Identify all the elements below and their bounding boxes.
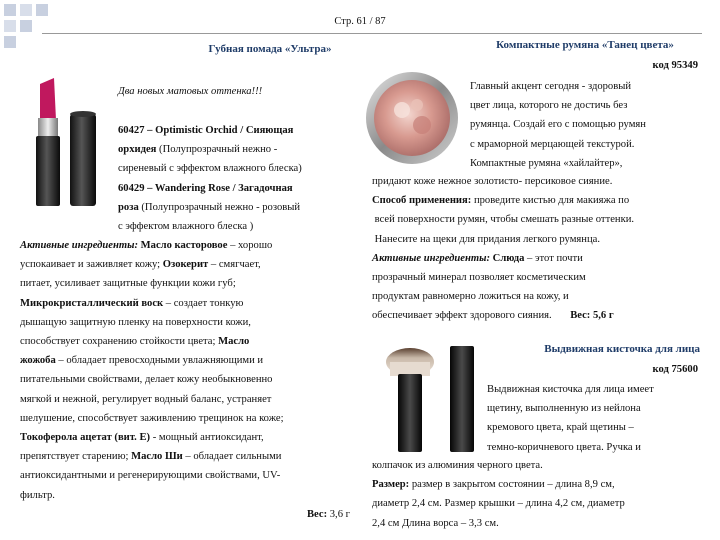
lipstick-image — [26, 70, 108, 210]
lipstick-subtitle: Два новых матовых оттенка!!! — [118, 86, 263, 97]
shade2-desc2: с эффектом влажного блеска ) — [118, 221, 254, 233]
blush-compact-image — [362, 70, 462, 166]
shade2-name: роза — [118, 201, 139, 213]
brush-line3: кремового цвета, край щетины – — [487, 422, 634, 434]
blush-ing3: продуктам равномерно ложиться на кожу, и — [372, 291, 569, 303]
ingredient-castor-desc: – хорошо — [227, 240, 273, 251]
ingredient-wax: Микрокристаллический воск — [20, 297, 164, 309]
blush-title: Компактные румяна «Танец цвета» — [496, 39, 674, 51]
blush-use3: Нанесите на щеки для придания легкого румянца. — [374, 233, 600, 245]
ingredient-wax-desc: – создает тонкую — [163, 297, 244, 309]
ingredient-jojoba: Масло — [218, 336, 250, 348]
page-number: Стр. 61 / 87 — [334, 16, 386, 27]
ingredient-vitamin-e-desc2: препятствует старению; — [20, 451, 132, 463]
ingredient-jojoba-desc4: шелушение, способствует заживлению трещинок на коже; — [20, 412, 284, 424]
blush-use-label: Способ применения: — [372, 195, 472, 207]
brush-size3: 2,4 см Длина ворса – 3,3 см. — [372, 517, 499, 529]
blush-weight-value: 5,6 г — [590, 310, 614, 322]
shade1-desc2: сиреневый с эффектом влажного блеска) — [118, 163, 302, 175]
brush-code: код 75600 — [652, 364, 698, 375]
blush-ing4: обеспечивает эффект здорового сияния. — [372, 310, 552, 322]
brush-line2: щетину, выполненную из нейлона — [487, 403, 641, 415]
brush-line1: Выдвижная кисточка для лица имеет — [487, 384, 654, 395]
ingredient-ozokerite-desc2: питает, усиливает защитные функции кожи губ; — [20, 278, 236, 290]
shade1-desc: (Полупрозрачный нежно - — [156, 144, 278, 156]
blush-ing2: прозрачный минерал позволяет косметическим — [372, 272, 586, 284]
corner-decoration — [0, 0, 56, 56]
brush-line4: темно-коричневого цвета. Ручка и — [487, 441, 641, 453]
brush-size-label: Размер: — [372, 479, 410, 491]
brush-size1: размер в закрытом состоянии – длина 8,9 см, — [409, 479, 615, 491]
ingredient-ozokerite-desc: – смягчает, — [208, 259, 261, 271]
shade2-code: 60429 – Wandering Rose / Загадочная — [118, 182, 293, 194]
blush-line5: Компактные румяна «хайлайтер», — [470, 157, 623, 169]
ingredient-castor-desc2: успокаивает и заживляет кожу; — [20, 259, 163, 271]
lipstick-weight-label: Вес: — [306, 508, 328, 520]
ingredient-shea-desc: – обладает сильными — [182, 451, 282, 463]
blush-line6: придают коже нежное золотисто- персиковое сияние. — [372, 176, 613, 187]
ingredient-vitamin-e-desc: - мощный антиоксидант, — [150, 432, 264, 444]
brush-title: Выдвижная кисточка для лица — [544, 343, 700, 355]
ingredient-ozokerite: Озокерит — [162, 259, 209, 271]
brush-size2: диаметр 2,4 см. Размер крышки – длина 4,2 см, диаметр — [372, 498, 625, 510]
blush-line4: с мраморной мерцающей текстурой. — [470, 138, 635, 150]
lipstick-weight-value: 3,6 г — [327, 508, 350, 520]
blush-weight-label: Вес: — [570, 310, 591, 322]
ingredients-label: Активные ингредиенты: — [20, 240, 139, 251]
ingredient-wax-desc3: способствует сохранению стойкости цвета; — [20, 336, 219, 348]
ingredient-jojoba-2: жожоба — [20, 355, 56, 367]
ingredient-shea: Масло Ши — [131, 451, 183, 463]
ingredient-wax-desc2: дышащую защитную пленку на поверхности кожи, — [20, 316, 251, 328]
blush-ing-label: Активные ингредиенты: — [372, 252, 491, 264]
blush-line3: румянца. Создай его с помощью румян — [470, 119, 646, 131]
ingredient-shea-desc2: антиоксидантными и регенерирующими свойствами, UV- — [20, 470, 281, 482]
ingredient-jojoba-desc2: питательными свойствами, делает кожу необыкновенно — [20, 374, 273, 386]
blush-ing1: – этот почти — [524, 252, 583, 264]
brush-line5: колпачок из алюминия черного цвета. — [372, 460, 543, 471]
ingredient-shea-desc3: фильтр. — [20, 489, 55, 501]
lipstick-title: Губная помада «Ультра» — [208, 43, 332, 55]
shade2-desc: (Полупрозрачный нежно - розовый — [138, 201, 301, 213]
blush-ing-mica: Слюда — [490, 252, 525, 264]
blush-code: код 95349 — [652, 60, 698, 71]
brush-image — [378, 344, 488, 456]
header-divider — [42, 33, 702, 34]
shade1-name: орхидея — [118, 144, 157, 156]
shade1-code: 60427 – Optimistic Orchid / Сияющая — [118, 125, 294, 136]
blush-use2: всей поверхности румян, чтобы смешать разные оттенки. — [374, 214, 635, 226]
ingredient-jojoba-desc3: мягкой и нежной, регулирует водный баланс, устраняет — [20, 393, 272, 405]
blush-line1: Главный акцент сегодня - здоровый — [470, 81, 632, 92]
ingredient-jojoba-desc: – обладает превосходными увлажняющими и — [55, 355, 264, 367]
ingredient-castor: Масло касторовое — [138, 240, 228, 251]
blush-use1: проведите кистью для макияжа по — [471, 195, 630, 207]
ingredient-vitamin-e: Токоферола ацетат (вит. Е) — [20, 432, 151, 444]
blush-line2: цвет лица, которого не достичь без — [470, 100, 628, 112]
